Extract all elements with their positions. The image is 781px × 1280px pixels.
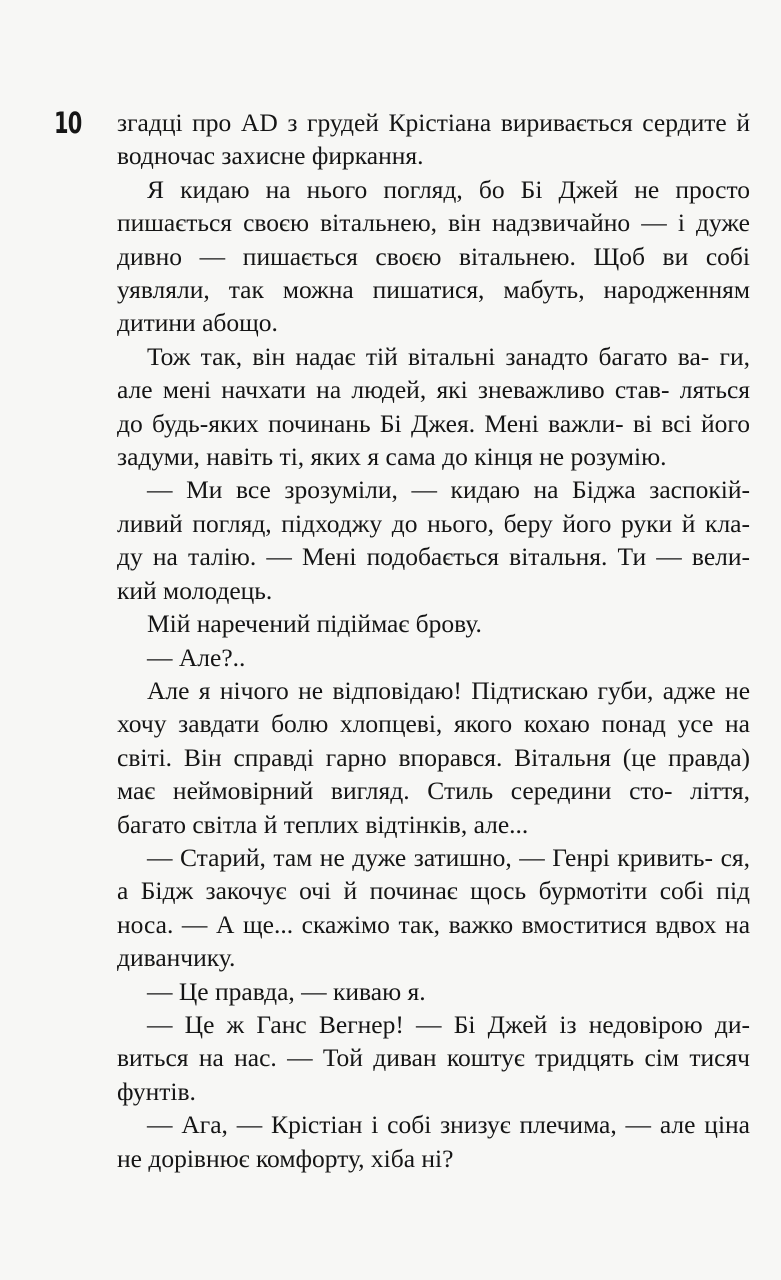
paragraph-1: згадці про AD з грудей Крістіана виривається сердите й водночас захисне фиркання. [117, 108, 750, 171]
body-text [117, 106, 750, 1175]
paragraph-4: — Ми все зрозуміли, — кидаю на Біджа заспокій- ливий погляд, підходжу до нього, беру його руки й кла- ду на талію. — Мені подобається вітальня. Ти — вели- кий молодець. [117, 475, 750, 605]
paragraph-8: — Старий, там не дуже затишно, — Генрі кривить- ся, а Бідж закочує очі й починає щось бурмотіти собі під носа. — А ще... скажімо так, важко вмоститися вдвох на диванчику. [117, 842, 751, 973]
paragraph-10: — Це ж Ганс Вегнер! — Бі Джей із недовірою ди- виться на нас. — Той диван коштує тридцять сім тисяч фунтів. [117, 1009, 750, 1106]
paragraph-5: Мій наречений підіймає брову. [147, 609, 482, 639]
paragraph-3: Тож так, він надає тій вітальні занадто багато ва- ги, але мені начхати на людей, які зневажливо став- ляться до будь-яких починань Бі Джея. Мені важли- ві всі його задуми, навіть ті, яких я сама до кінця не розумію. [117, 341, 751, 472]
paragraph-9: — Це правда, — киваю я. [147, 976, 426, 1006]
paragraph-11: — Ага, — Крістіан і собі знизує плечима, — але ціна не дорівнює комфорту, хіба ні? [117, 1110, 750, 1173]
paragraph-7: Але я нічого не відповідаю! Підтискаю губи, адже не хочу завдати болю хлопцеві, якого кохаю понад усе на світі. Він справді гарно впорався. Вітальня (це правда) має неймовірний вигляд. Стиль середини сто- ліття, багато світла й теплих відтінків, але... [117, 675, 751, 839]
page-number: 10 [54, 106, 82, 140]
paragraph-6: — Але?.. [147, 642, 246, 672]
paragraph-2: Я кидаю на нього погляд, бо Бі Джей не просто пишається своєю вітальнею, він надзвичайно — і дуже дивно — пишається своєю вітальнею. Щоб ви собі уявляли, так можна пишатися, мабуть, народженням дитини абощо. [117, 174, 750, 338]
